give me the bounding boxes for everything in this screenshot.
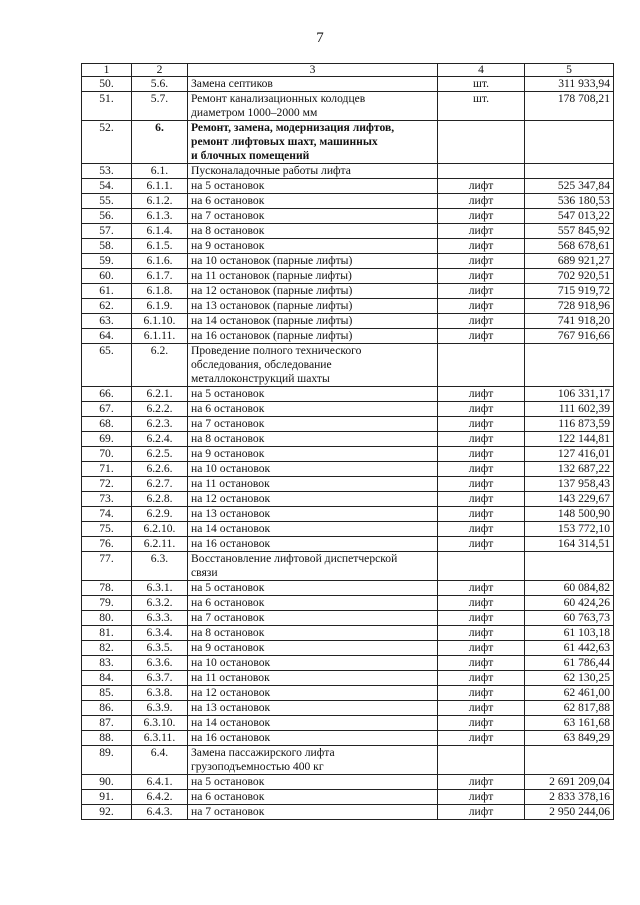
table-row — [82, 641, 614, 656]
item-code-cell: 6.3.5. — [132, 641, 188, 656]
row-number-cell: 50. — [82, 77, 132, 92]
unit-cell: лифт — [438, 194, 525, 209]
item-code-cell: 6.3.8. — [132, 686, 188, 701]
table-row — [82, 77, 614, 92]
price-cell — [525, 746, 614, 775]
unit-cell: лифт — [438, 417, 525, 432]
work-name-cell: на 9 остановок — [188, 447, 438, 462]
table-row — [82, 775, 614, 790]
item-code-cell: 6.1.6. — [132, 254, 188, 269]
row-number-cell: 67. — [82, 402, 132, 417]
price-cell: 62 130,25 — [525, 671, 614, 686]
price-cell: 60 763,73 — [525, 611, 614, 626]
price-cell: 525 347,84 — [525, 179, 614, 194]
price-cell: 62 461,00 — [525, 686, 614, 701]
table-row — [82, 284, 614, 299]
price-cell: 61 786,44 — [525, 656, 614, 671]
unit-cell: лифт — [438, 775, 525, 790]
table-row — [82, 462, 614, 477]
work-name-cell: на 6 остановок — [188, 596, 438, 611]
row-number-cell: 52. — [82, 121, 132, 164]
table-row — [82, 656, 614, 671]
header-cell-4: 4 — [438, 64, 525, 77]
price-cell: 568 678,61 — [525, 239, 614, 254]
row-number-cell: 69. — [82, 432, 132, 447]
price-cell: 132 687,22 — [525, 462, 614, 477]
unit-cell: лифт — [438, 596, 525, 611]
work-name-cell: на 10 остановок — [188, 462, 438, 477]
header-cell-5: 5 — [525, 64, 614, 77]
row-number-cell: 53. — [82, 164, 132, 179]
item-code-cell: 6.1.10. — [132, 314, 188, 329]
table-row — [82, 552, 614, 581]
price-cell: 62 817,88 — [525, 701, 614, 716]
row-number-cell: 62. — [82, 299, 132, 314]
table-row — [82, 329, 614, 344]
item-code-cell: 6.1. — [132, 164, 188, 179]
unit-cell: лифт — [438, 447, 525, 462]
unit-cell: лифт — [438, 686, 525, 701]
row-number-cell: 54. — [82, 179, 132, 194]
work-name-cell: на 12 остановок — [188, 686, 438, 701]
table-header-row — [82, 64, 614, 77]
unit-cell: лифт — [438, 581, 525, 596]
unit-cell: лифт — [438, 626, 525, 641]
row-number-cell: 61. — [82, 284, 132, 299]
row-number-cell: 56. — [82, 209, 132, 224]
work-name-cell: Ремонт канализационных колодцев диаметром 1000–2000 мм — [188, 92, 438, 121]
table-row — [82, 417, 614, 432]
price-cell: 63 849,29 — [525, 731, 614, 746]
row-number-cell: 63. — [82, 314, 132, 329]
unit-cell: лифт — [438, 671, 525, 686]
work-name-cell: на 16 остановок — [188, 537, 438, 552]
work-name-cell: на 13 остановок — [188, 701, 438, 716]
price-cell: 178 708,21 — [525, 92, 614, 121]
unit-cell: лифт — [438, 179, 525, 194]
price-cell: 116 873,59 — [525, 417, 614, 432]
row-number-cell: 80. — [82, 611, 132, 626]
item-code-cell: 6.1.9. — [132, 299, 188, 314]
table-row — [82, 432, 614, 447]
work-name-cell: на 12 остановок — [188, 492, 438, 507]
table-row — [82, 507, 614, 522]
price-cell — [525, 552, 614, 581]
unit-cell: лифт — [438, 462, 525, 477]
row-number-cell: 82. — [82, 641, 132, 656]
row-number-cell: 68. — [82, 417, 132, 432]
row-number-cell: 72. — [82, 477, 132, 492]
item-code-cell: 6.1.1. — [132, 179, 188, 194]
table-row — [82, 179, 614, 194]
price-cell: 106 331,17 — [525, 387, 614, 402]
item-code-cell: 6.1.8. — [132, 284, 188, 299]
table-row — [82, 671, 614, 686]
item-code-cell: 6.1.2. — [132, 194, 188, 209]
item-code-cell: 6.3.3. — [132, 611, 188, 626]
price-cell: 111 602,39 — [525, 402, 614, 417]
unit-cell: лифт — [438, 507, 525, 522]
table-row — [82, 805, 614, 820]
item-code-cell: 5.7. — [132, 92, 188, 121]
price-table — [81, 63, 614, 820]
row-number-cell: 83. — [82, 656, 132, 671]
item-code-cell: 6.3. — [132, 552, 188, 581]
price-cell: 2 950 244,06 — [525, 805, 614, 820]
item-code-cell: 6.3.1. — [132, 581, 188, 596]
table-row — [82, 611, 614, 626]
unit-cell: лифт — [438, 492, 525, 507]
table-row — [82, 344, 614, 387]
row-number-cell: 75. — [82, 522, 132, 537]
unit-cell — [438, 121, 525, 164]
unit-cell: лифт — [438, 716, 525, 731]
price-cell: 702 920,51 — [525, 269, 614, 284]
table-row — [82, 314, 614, 329]
work-name-cell: на 14 остановок — [188, 716, 438, 731]
work-name-cell: на 10 остановок — [188, 656, 438, 671]
row-number-cell: 91. — [82, 790, 132, 805]
price-cell: 689 921,27 — [525, 254, 614, 269]
work-name-cell: на 7 остановок — [188, 611, 438, 626]
unit-cell: лифт — [438, 284, 525, 299]
item-code-cell: 6.2.2. — [132, 402, 188, 417]
table-row — [82, 402, 614, 417]
work-name-cell: Проведение полного технического обследования, обследование металлоконструкций шахты — [188, 344, 438, 387]
item-code-cell: 6.3.10. — [132, 716, 188, 731]
row-number-cell: 64. — [82, 329, 132, 344]
table-row — [82, 299, 614, 314]
unit-cell — [438, 164, 525, 179]
price-cell: 137 958,43 — [525, 477, 614, 492]
item-code-cell: 6.4. — [132, 746, 188, 775]
item-code-cell: 6.2. — [132, 344, 188, 387]
work-name-cell: на 11 остановок — [188, 671, 438, 686]
row-number-cell: 58. — [82, 239, 132, 254]
item-code-cell: 6.3.7. — [132, 671, 188, 686]
price-cell: 728 918,96 — [525, 299, 614, 314]
row-number-cell: 76. — [82, 537, 132, 552]
price-cell: 715 919,72 — [525, 284, 614, 299]
work-name-cell: на 14 остановок — [188, 522, 438, 537]
work-name-cell: Восстановление лифтовой диспетчерской связи — [188, 552, 438, 581]
work-name-cell: на 11 остановок (парные лифты) — [188, 269, 438, 284]
row-number-cell: 73. — [82, 492, 132, 507]
row-number-cell: 51. — [82, 92, 132, 121]
price-cell: 143 229,67 — [525, 492, 614, 507]
table-row — [82, 224, 614, 239]
row-number-cell: 88. — [82, 731, 132, 746]
table-row — [82, 581, 614, 596]
item-code-cell: 6.4.1. — [132, 775, 188, 790]
row-number-cell: 86. — [82, 701, 132, 716]
unit-cell: лифт — [438, 477, 525, 492]
work-name-cell: на 12 остановок (парные лифты) — [188, 284, 438, 299]
table-row — [82, 164, 614, 179]
header-cell-3: 3 — [188, 64, 438, 77]
unit-cell: лифт — [438, 314, 525, 329]
item-code-cell: 6.1.5. — [132, 239, 188, 254]
header-cell-1: 1 — [82, 64, 132, 77]
table-row — [82, 731, 614, 746]
table-row — [82, 254, 614, 269]
item-code-cell: 6.2.1. — [132, 387, 188, 402]
item-code-cell: 6.2.11. — [132, 537, 188, 552]
row-number-cell: 79. — [82, 596, 132, 611]
work-name-cell: на 9 остановок — [188, 239, 438, 254]
item-code-cell: 6.3.6. — [132, 656, 188, 671]
item-code-cell: 6.1.4. — [132, 224, 188, 239]
item-code-cell: 6.4.2. — [132, 790, 188, 805]
unit-cell: лифт — [438, 656, 525, 671]
work-name-cell: на 8 остановок — [188, 432, 438, 447]
work-name-cell: на 7 остановок — [188, 805, 438, 820]
unit-cell: лифт — [438, 790, 525, 805]
unit-cell: лифт — [438, 254, 525, 269]
price-cell — [525, 121, 614, 164]
header-cell-2: 2 — [132, 64, 188, 77]
table-row — [82, 701, 614, 716]
unit-cell: лифт — [438, 731, 525, 746]
price-cell: 557 845,92 — [525, 224, 614, 239]
row-number-cell: 57. — [82, 224, 132, 239]
work-name-cell: на 7 остановок — [188, 417, 438, 432]
price-cell: 127 416,01 — [525, 447, 614, 462]
unit-cell — [438, 552, 525, 581]
unit-cell: шт. — [438, 92, 525, 121]
work-name-cell: на 9 остановок — [188, 641, 438, 656]
work-name-cell: на 5 остановок — [188, 581, 438, 596]
item-code-cell: 6.3.9. — [132, 701, 188, 716]
price-cell: 741 918,20 — [525, 314, 614, 329]
price-cell: 122 144,81 — [525, 432, 614, 447]
row-number-cell: 87. — [82, 716, 132, 731]
table-row — [82, 239, 614, 254]
work-name-cell: на 13 остановок — [188, 507, 438, 522]
table-row — [82, 522, 614, 537]
price-cell: 2 833 378,16 — [525, 790, 614, 805]
price-cell — [525, 344, 614, 387]
unit-cell: лифт — [438, 805, 525, 820]
row-number-cell: 70. — [82, 447, 132, 462]
row-number-cell: 55. — [82, 194, 132, 209]
unit-cell: лифт — [438, 269, 525, 284]
price-cell — [525, 164, 614, 179]
table-row — [82, 686, 614, 701]
unit-cell: лифт — [438, 209, 525, 224]
price-cell: 153 772,10 — [525, 522, 614, 537]
item-code-cell: 6.3.4. — [132, 626, 188, 641]
item-code-cell: 6.2.10. — [132, 522, 188, 537]
work-name-cell: на 7 остановок — [188, 209, 438, 224]
work-name-cell: на 13 остановок (парные лифты) — [188, 299, 438, 314]
unit-cell — [438, 746, 525, 775]
unit-cell: лифт — [438, 239, 525, 254]
table-row — [82, 746, 614, 775]
row-number-cell: 84. — [82, 671, 132, 686]
work-name-cell: на 8 остановок — [188, 224, 438, 239]
row-number-cell: 89. — [82, 746, 132, 775]
table-row — [82, 596, 614, 611]
work-name-cell: на 6 остановок — [188, 790, 438, 805]
item-code-cell: 6.2.7. — [132, 477, 188, 492]
price-cell: 547 013,22 — [525, 209, 614, 224]
row-number-cell: 77. — [82, 552, 132, 581]
work-name-cell: на 5 остановок — [188, 775, 438, 790]
table-row — [82, 269, 614, 284]
table-row — [82, 537, 614, 552]
unit-cell: лифт — [438, 224, 525, 239]
item-code-cell: 6.3.11. — [132, 731, 188, 746]
table-row — [82, 790, 614, 805]
item-code-cell: 5.6. — [132, 77, 188, 92]
unit-cell: лифт — [438, 329, 525, 344]
table-row — [82, 447, 614, 462]
table-row — [82, 121, 614, 164]
item-code-cell: 6.1.11. — [132, 329, 188, 344]
row-number-cell: 78. — [82, 581, 132, 596]
item-code-cell: 6.2.8. — [132, 492, 188, 507]
table-row — [82, 194, 614, 209]
price-cell: 61 442,63 — [525, 641, 614, 656]
page-number: 7 — [316, 30, 324, 46]
row-number-cell: 74. — [82, 507, 132, 522]
table-row — [82, 209, 614, 224]
table-row — [82, 477, 614, 492]
work-name-cell: на 16 остановок — [188, 731, 438, 746]
price-cell: 60 424,26 — [525, 596, 614, 611]
work-name-cell: Ремонт, замена, модернизация лифтов, ремонт лифтовых шахт, машинных и блочных помещений — [188, 121, 438, 164]
table-row — [82, 716, 614, 731]
price-cell: 536 180,53 — [525, 194, 614, 209]
work-name-cell: Замена пассажирского лифта грузоподъемностью 400 кг — [188, 746, 438, 775]
price-cell: 148 500,90 — [525, 507, 614, 522]
item-code-cell: 6.1.3. — [132, 209, 188, 224]
price-cell: 60 084,82 — [525, 581, 614, 596]
work-name-cell: Пусконаладочные работы лифта — [188, 164, 438, 179]
unit-cell: шт. — [438, 77, 525, 92]
item-code-cell: 6.2.6. — [132, 462, 188, 477]
work-name-cell: на 6 остановок — [188, 402, 438, 417]
work-name-cell: на 11 остановок — [188, 477, 438, 492]
work-name-cell: на 10 остановок (парные лифты) — [188, 254, 438, 269]
unit-cell: лифт — [438, 299, 525, 314]
unit-cell: лифт — [438, 387, 525, 402]
row-number-cell: 71. — [82, 462, 132, 477]
unit-cell — [438, 344, 525, 387]
work-name-cell: на 5 остановок — [188, 387, 438, 402]
work-name-cell: на 16 остановок (парные лифты) — [188, 329, 438, 344]
price-cell: 61 103,18 — [525, 626, 614, 641]
unit-cell: лифт — [438, 537, 525, 552]
price-cell: 164 314,51 — [525, 537, 614, 552]
item-code-cell: 6. — [132, 121, 188, 164]
row-number-cell: 60. — [82, 269, 132, 284]
work-name-cell: на 8 остановок — [188, 626, 438, 641]
table-row — [82, 92, 614, 121]
price-cell: 63 161,68 — [525, 716, 614, 731]
work-name-cell: на 14 остановок (парные лифты) — [188, 314, 438, 329]
unit-cell: лифт — [438, 522, 525, 537]
unit-cell: лифт — [438, 611, 525, 626]
unit-cell: лифт — [438, 432, 525, 447]
table-row — [82, 387, 614, 402]
row-number-cell: 59. — [82, 254, 132, 269]
price-cell: 767 916,66 — [525, 329, 614, 344]
unit-cell: лифт — [438, 402, 525, 417]
price-cell: 2 691 209,04 — [525, 775, 614, 790]
item-code-cell: 6.2.9. — [132, 507, 188, 522]
unit-cell: лифт — [438, 701, 525, 716]
row-number-cell: 66. — [82, 387, 132, 402]
work-name-cell: на 6 остановок — [188, 194, 438, 209]
item-code-cell: 6.4.3. — [132, 805, 188, 820]
item-code-cell: 6.2.4. — [132, 432, 188, 447]
item-code-cell: 6.2.5. — [132, 447, 188, 462]
row-number-cell: 90. — [82, 775, 132, 790]
work-name-cell: на 5 остановок — [188, 179, 438, 194]
table-row — [82, 492, 614, 507]
item-code-cell: 6.3.2. — [132, 596, 188, 611]
price-cell: 311 933,94 — [525, 77, 614, 92]
row-number-cell: 92. — [82, 805, 132, 820]
row-number-cell: 81. — [82, 626, 132, 641]
item-code-cell: 6.2.3. — [132, 417, 188, 432]
row-number-cell: 85. — [82, 686, 132, 701]
work-name-cell: Замена септиков — [188, 77, 438, 92]
row-number-cell: 65. — [82, 344, 132, 387]
item-code-cell: 6.1.7. — [132, 269, 188, 284]
unit-cell: лифт — [438, 641, 525, 656]
table-row — [82, 626, 614, 641]
